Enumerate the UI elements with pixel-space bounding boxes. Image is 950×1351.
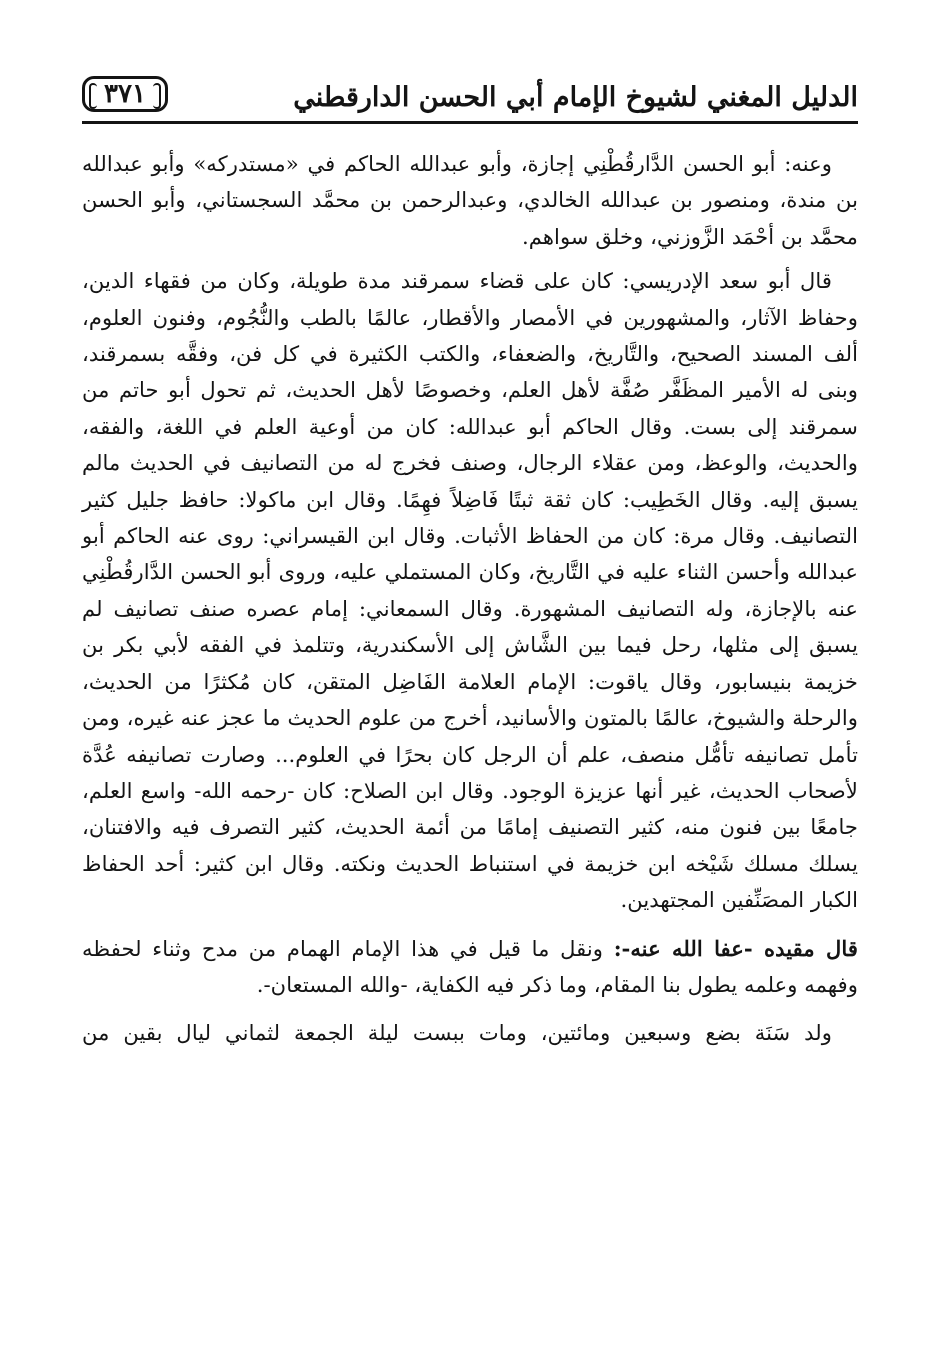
page-header <box>82 68 858 124</box>
paragraph-2-text: قال أبو سعد الإدريسي: كان على قضاء سمرقند مدة طويلة، وكان من فقهاء الدين، وحفاظ الآثار، والمشهورين في الأمصار والأقطار، عالمًا بالطب والنُّجُوم، وفنون العلوم، ألف المسند الصحيح، والتَّاريخ، والضعفاء، والكتب الكثيرة في كل فن، وفقَّه بسمرقند، وبنى له الأمير المظَفَّر صُفَّة لأهل العلم، وخصوصًا لأهل الحديث، ثم تحول أبو حاتم من سمرقند إلى بست. وقال الحاكم أبو عبدالله: كان من أوعية العلم في اللغة، والفقه، والحديث، والوعظ، ومن عقلاء الرجال، وصنف فخرج له من التصانيف في الحديث مالم يسبق إليه. وقال الخَطِيب: كان ثقة ثبتًا فَاضِلاً فهِمًا. وقال ابن ماكولا: حافظ جليل كثير التصانيف. وقال مرة: كان من الحفاظ الأثبات. وقال ابن القيسراني: روى عنه الحاكم أبو عبدالله وأحسن الثناء عليه في التَّاريخ، وكان المستملي عليه، وروى أبو الحسن الدَّارقُطْنِي عنه بالإجازة، وله التصانيف المشهورة. وقال السمعاني: إمام عصره صنف تصانيف لم يسبق إلى مثلها، رحل فيما بين الشَّاش إلى الأسكندرية، وتتلمذ في الفقه لأبي بكر بن خزيمة بنيسابور، وقال ياقوت: الإمام العلامة الفَاضِل المتقن، كان مُكثرًا من الحديث، والرحلة والشيوخ، عالمًا بالمتون والأسانيد، أخرج من علوم الحديث ما عجز عنه غيره، ومن تأمل تصانيفه تأمُّل منصف، علم أن الرجل كان بحرًا في العلوم... وصارت تصانيفه عُدَّة لأصحاب الحديث، غير أنها عزيزة الوجود. وقال ابن الصلاح: كان -رحمه الله- واسع العلم، جامعًا بين فنون منه، كثير التصنيف إمامًا من أئمة الحديث، كثير التصرف فيه والافتنان، يسلك مسلك شَيْخه ابن خزيمة في استنباط الحديث ونكته. وقال ابن كثير: أحد الحفاظ الكبار المصَنِّفين المجتهدين. <box>82 268 858 913</box>
running-title: الدليل المغني لشيوخ الإمام أبي الحسن الدارقطني <box>293 82 858 113</box>
page-number: ٣٧١ <box>82 76 168 112</box>
paragraph-3 <box>82 931 858 1004</box>
paragraph-1 <box>82 146 858 255</box>
paragraph-2 <box>82 263 858 918</box>
header-divider <box>82 121 858 124</box>
paragraph-3-text: ونقل ما قيل في هذا الإمام الهمام من مدح وثناء لحفظه وفهمه وعلمه يطول بنا المقام، وما ذكر فيه الكفاية، -والله المستعان-. <box>82 935 858 997</box>
paragraph-4 <box>82 1015 858 1051</box>
paragraph-3-lead: قال مقيده -عفا الله عنه-: <box>613 935 858 961</box>
paragraph-4-text: ولد سَنَة بضع وسبعين ومائتين، ومات ببست ليلة الجمعة لثماني ليال بقين من <box>82 1020 832 1046</box>
body-text <box>82 146 858 1052</box>
paragraph-1-text: وعنه: أبو الحسن الدَّارقُطْنِي إجازة، وأبو عبدالله الحاكم في «مستدركه» وأبو عبدالله بن مندة، ومنصور بن عبدالله الخالدي، وعبدالرحمن بن محمَّد السجستاني، وأبو الحسن محمَّد بن أحْمَد الزَّوزني، وخلق سواهم. <box>82 151 858 249</box>
